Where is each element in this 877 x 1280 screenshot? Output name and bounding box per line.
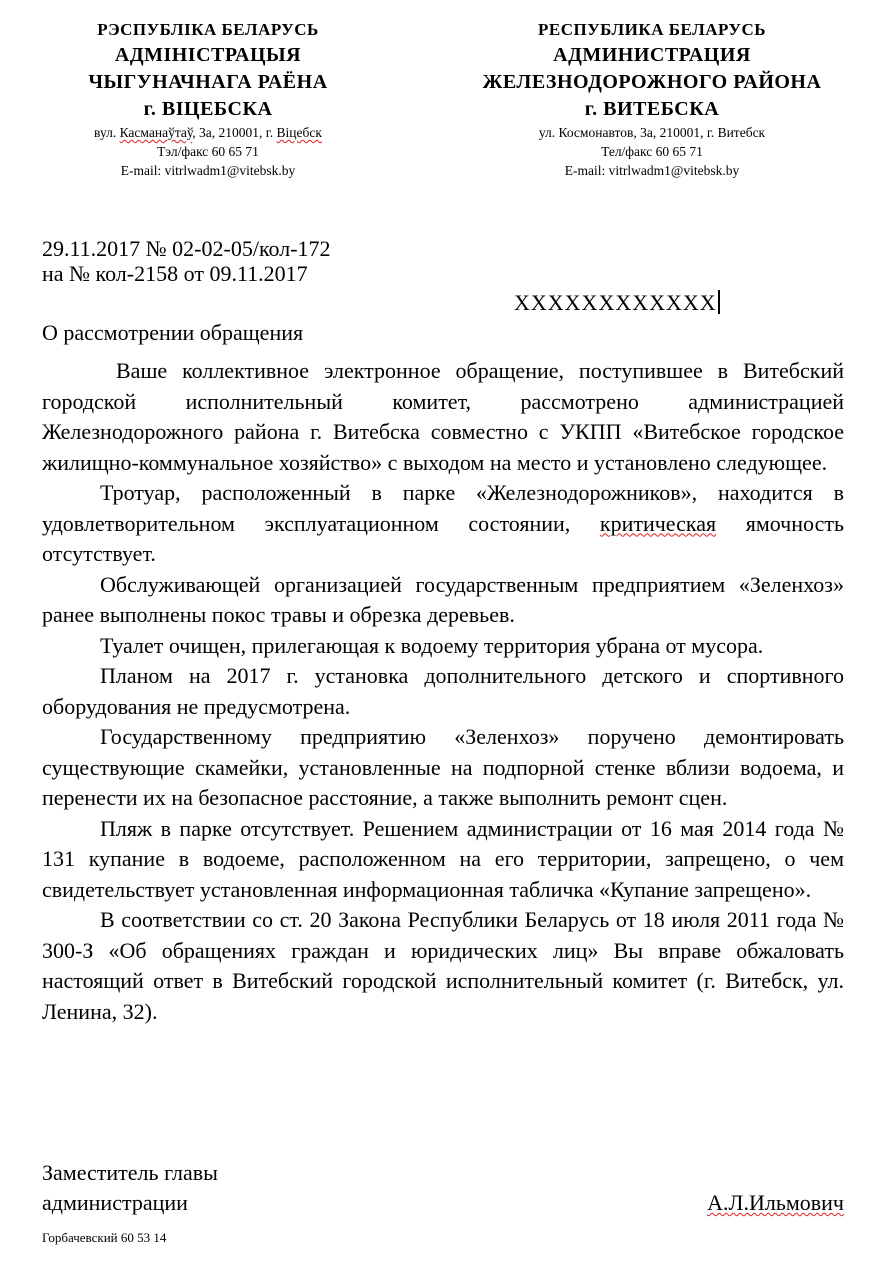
bel-city: г. ВІЦЕБСКА: [143, 98, 273, 120]
spellcheck-word: критическая: [599, 510, 717, 536]
ru-phone: Тел/факс 60 65 71: [601, 144, 703, 159]
bel-address-street: Касманаўтаў: [119, 125, 193, 140]
paragraph-4: Туалет очищен, прилегающая к водоему территория убрана от мусора.: [100, 632, 764, 658]
incoming-number: на № кол-2158 от 09.11.2017: [42, 261, 308, 286]
bel-email: E-mail: vitrlwadm1@vitebsk.by: [120, 163, 296, 178]
bel-address-city: Віцебск: [276, 125, 322, 140]
ru-administration: АДМИНИСТРАЦИЯ: [553, 44, 751, 66]
ru-address: ул. Космонавтов, 3а, 210001, г. Витебск: [538, 125, 766, 140]
paragraph-2: Тротуар, расположенный в парке «Железнодорожников», находится в удовлетворительном эксплуатационном состоянии, критическая ямочность отсутствует.: [42, 480, 844, 566]
outgoing-number: 29.11.2017 № 02-02-05/кол-172: [42, 236, 331, 261]
signer-name: А.Л.Ильмович: [707, 1190, 844, 1215]
paragraph-1: Ваше коллективное электронное обращение, поступившее в Витебский городской исполнительный комитет, рассмотрено администрацией Железнодорожного района г. Витебска совместно с УКПП «Витебское городское жилищно-коммунальное хозяйство» с выходом на место и установлено следующее.: [42, 358, 844, 475]
signature-block: [42, 1158, 844, 1218]
letterhead-russian: [452, 18, 852, 180]
bel-address: вул. Касманаўтаў, 3а, 210001, г. Віцебск: [94, 125, 322, 140]
executor-contact: Горбачевский 60 53 14: [42, 1230, 167, 1245]
ru-country: РЕСПУБЛИКА БЕЛАРУСЬ: [537, 20, 766, 39]
bel-district: ЧЫГУНАЧНАГА РАЁНА: [88, 71, 328, 93]
paragraph-8: В соответствии со ст. 20 Закона Республики Беларусь от 18 июля 2011 года № 300-З «Об обращениях граждан и юридических лиц» Вы вправе обжаловать настоящий ответ в Витебский городской исполнительный комитет (г. Витебск, ул. Ленина, 32).: [42, 907, 844, 1024]
signer-title-line1: Заместитель главы: [42, 1160, 218, 1185]
ru-city: г. ВИТЕБСКА: [584, 98, 720, 120]
letter-body: [42, 356, 844, 1027]
paragraph-7: Пляж в парке отсутствует. Решением администрации от 16 мая 2014 года № 131 купание в водоеме, расположенном на его территории, запрещено, о чем свидетельствует установленная информационная табличка «Купание запрещено».: [42, 815, 844, 902]
bel-country: РЭСПУБЛІКА БЕЛАРУСЬ: [97, 20, 319, 39]
letter-subject: О рассмотрении обращения: [42, 320, 304, 345]
text-cursor: [718, 290, 720, 314]
ru-district: ЖЕЛЕЗНОДОРОЖНОГО РАЙОНА: [482, 71, 822, 93]
ru-email: E-mail: vitrlwadm1@vitebsk.by: [564, 163, 740, 178]
signer-title-line2: администрации: [42, 1190, 188, 1215]
letterhead-belarusian: [8, 18, 408, 180]
bel-administration: АДМІНІСТРАЦЫЯ: [114, 44, 302, 66]
paragraph-6: Государственному предприятию «Зеленхоз» поручено демонтировать существующие скамейки, установленные на подпорной стенке вблизи водоема, и перенести их на безопасное расстояние, а также выполнить ремонт сцен.: [42, 724, 844, 810]
bel-phone: Тэл/факс 60 65 71: [157, 144, 259, 159]
document-reference: [42, 236, 331, 286]
paragraph-5: Планом на 2017 г. установка дополнительного детского и спортивного оборудования не предусмотрена.: [42, 663, 844, 719]
addressee-field[interactable]: [514, 290, 720, 316]
paragraph-3: Обслуживающей организацией государственным предприятием «Зеленхоз» ранее выполнены покос травы и обрезка деревьев.: [42, 571, 844, 627]
addressee-text: ХХХХХХХХХХХХ: [514, 290, 717, 315]
